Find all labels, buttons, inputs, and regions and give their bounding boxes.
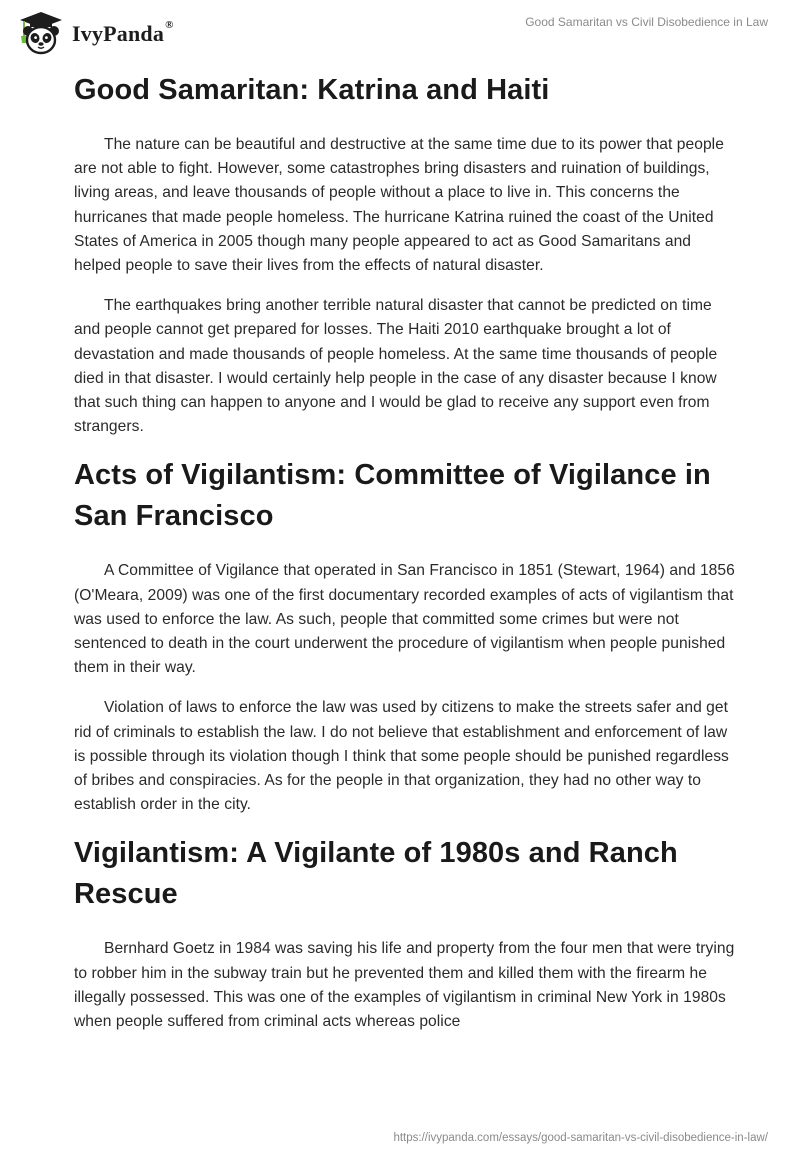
section-heading-vigilante-1980s: Vigilantism: A Vigilante of 1980s and Ranch Rescue bbox=[74, 837, 678, 911]
page-header bbox=[0, 0, 800, 62]
essay-content bbox=[74, 70, 738, 1034]
panda-graduate-icon bbox=[16, 10, 66, 56]
paragraph: The earthquakes bring another terrible natural disaster that cannot be predicted on time and people cannot get prepared for losses. The Haiti 2010 earthquake brought a lot of devastation and made thousands of people homeless. At the same time thousands of people died in that disaster. I would certainly help people in the case of any disaster because I know that such thing can happen to anyone and I would be glad to receive any support even from strangers. bbox=[74, 297, 718, 436]
source-url[interactable]: https://ivypanda.com/essays/good-samaritan-vs-civil-disobedience-in-law/ bbox=[393, 1132, 768, 1144]
registered-mark: ® bbox=[165, 19, 174, 31]
paragraph: A Committee of Vigilance that operated in San Francisco in 1851 (Stewart, 1964) and 1856 (O'Meara, 2009) was one of the first documentary recorded examples of acts of vigilantism that was used to enforce the law. As such, people that committed some crimes but were not sentenced to death in the court underwent the procedure of vigilantism when people punished them in their way. bbox=[74, 562, 735, 677]
paragraph: Bernhard Goetz in 1984 was saving his life and property from the four men that were trying to robber him in the subway train but he prevented them and killed them with the firearm he illegally possessed. This was one of the examples of vigilantism in criminal New York in 1980s when people suffered from criminal acts whereas police bbox=[74, 940, 735, 1031]
paragraph: The nature can be beautiful and destructive at the same time due to its power that people are not able to fight. However, some catastrophes bring disasters and ruination of buildings, living areas, and leave thousands of people without a place to live in. This concerns the hurricanes that made people homeless. The hurricane Katrina ruined the coast of the United States of America in 2005 though many people appeared to act as Good Samaritans and helped people to save their lives from the effects of natural disaster. bbox=[74, 136, 724, 275]
paragraph: Violation of laws to enforce the law was used by citizens to make the streets safer and get rid of criminals to establish the law. I do not believe that establishment and enforcement of law is possible through its violation though I think that some people should be punished regardless of bribes and conspiracies. As for the people in that organization, they had no other way to establish order in the city. bbox=[74, 699, 729, 814]
section-heading-good-samaritan: Good Samaritan: Katrina and Haiti bbox=[74, 74, 550, 106]
ivypanda-logo[interactable] bbox=[16, 10, 174, 56]
logo-wordmark: IvyPanda® bbox=[72, 19, 174, 46]
section-heading-committee-of-vigilance: Acts of Vigilantism: Committee of Vigilance in San Francisco bbox=[74, 459, 711, 533]
document-title: Good Samaritan vs Civil Disobedience in Law bbox=[525, 15, 768, 29]
